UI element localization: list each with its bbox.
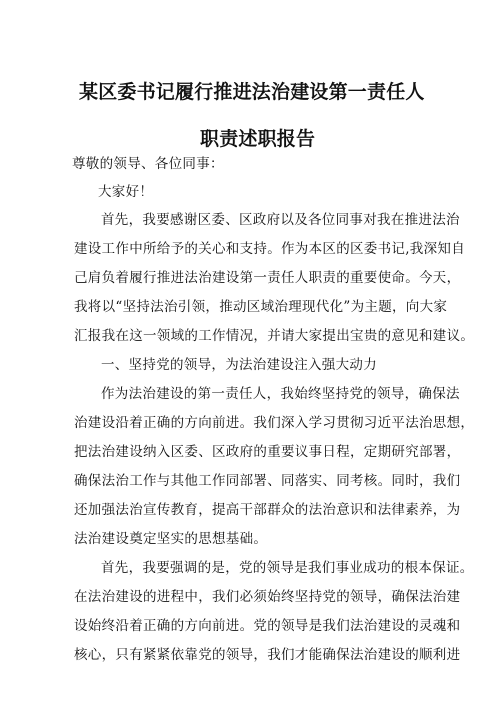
body-line: 还加强法治宣传教育，提高干部群众的法治意识和法律素养，为	[74, 502, 461, 518]
salutation: 尊敬的领导、各位同事：	[72, 156, 224, 172]
body-line: 首先，我要强调的是，党的领导是我们事业成功的根本保证。	[101, 560, 474, 576]
body-line: 治建设沿着正确的方向前进。我们深入学习贯彻习近平法治思想，	[74, 415, 475, 431]
body-line: 建设工作中所给予的关心和支持。作为本区的区委书记,我深知自	[74, 241, 465, 257]
body-line: 我将以“坚持法治引领，推动区域治理现代化”为主题，向大家	[74, 299, 448, 315]
body-line: 法治建设奠定坚实的思想基础。	[74, 531, 268, 547]
body-line: 核心，只有紧紧依靠党的领导，我们才能确保法治建设的顺利进	[74, 647, 461, 663]
body-line: 把法治建设纳入区委、区政府的重要议事日程，定期研究部署，	[74, 444, 461, 460]
title-line-1: 某区委书记履行推进法治建设第一责任人	[79, 81, 425, 103]
section-heading: 一、坚持党的领导，为法治建设注入强大动力	[101, 357, 377, 373]
body-line: 汇报我在这一领域的工作情况，并请大家提出宝贵的意见和建议。	[74, 328, 475, 344]
greeting: 大家好！	[98, 184, 154, 200]
body-line: 作为法治建设的第一责任人，我始终坚持党的领导，确保法	[101, 386, 460, 402]
body-line: 确保法治工作与其他工作同部署、同落实、同考核。同时，我们	[74, 473, 461, 489]
title-line-2: 职责述职报告	[200, 128, 316, 150]
body-line: 己肩负着履行推进法治建设第一责任人职责的重要使命。今天，	[74, 270, 461, 286]
body-line: 首先，我要感谢区委、区政府以及各位同事对我在推进法治	[101, 212, 460, 228]
body-line: 在法治建设的进程中，我们必须始终坚持党的领导，确保法治建	[74, 589, 461, 605]
body-line: 设始终沿着正确的方向前进。党的领导是我们法治建设的灵魂和	[74, 618, 461, 634]
